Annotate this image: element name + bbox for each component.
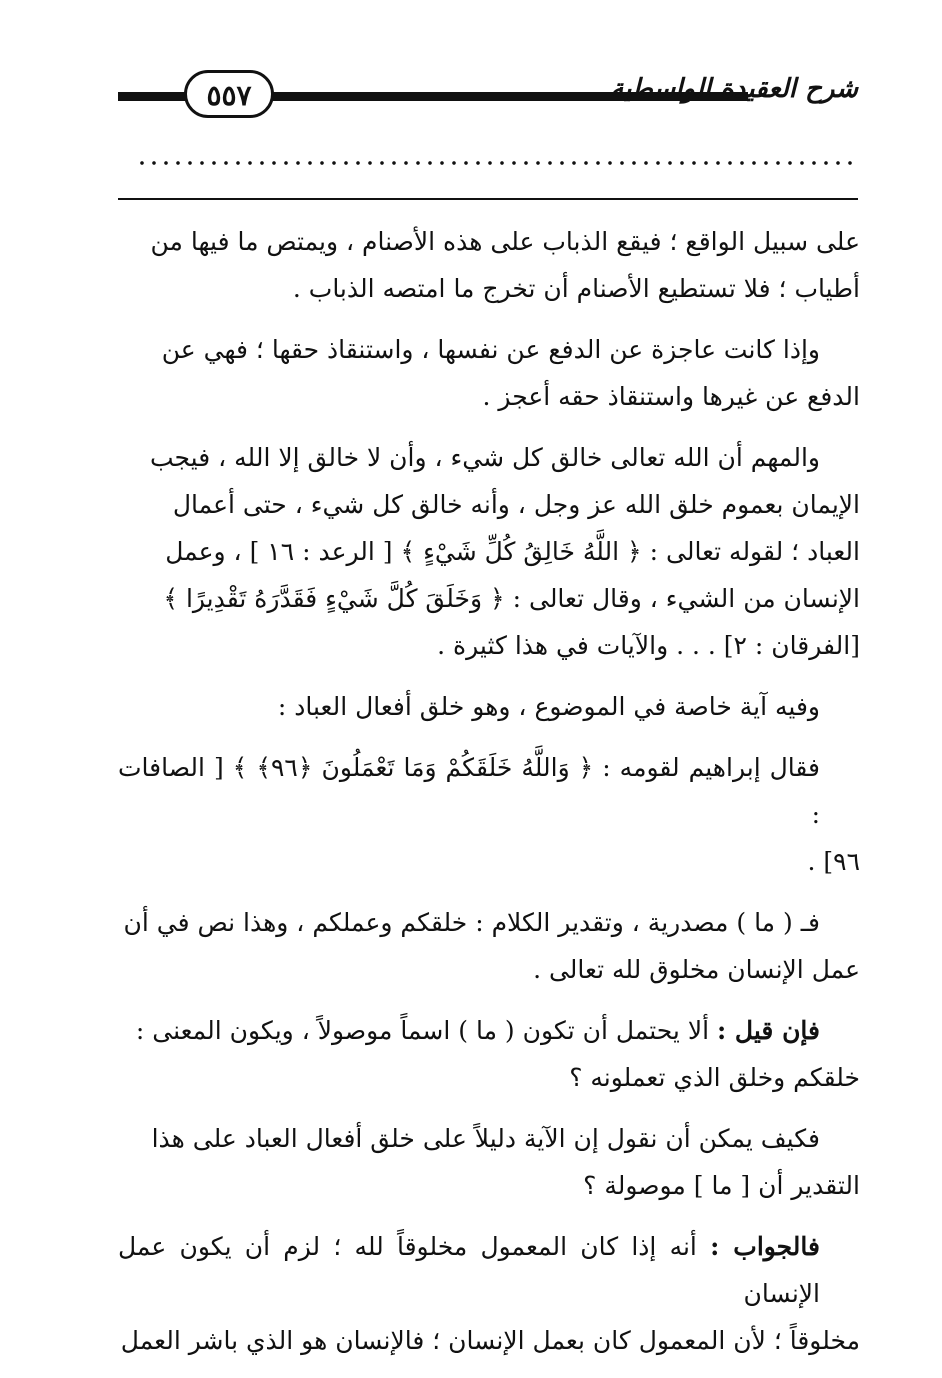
bold-lead: فالجواب : [710,1232,820,1261]
text-line: وإذا كانت عاجزة عن الدفع عن نفسها ، واستنقاذ حقها ؛ فهي عن [161,335,820,364]
paragraph [118,744,860,885]
paragraph [118,683,860,730]
page-header [118,66,858,126]
text-line: [الفرقان : ٢] . . . والآيات في هذا كثيرة . [437,631,860,660]
text-line: فـ ( ما ) مصدرية ، وتقدير الكلام : خلقكم وعملكم ، وهذا نص في أن [123,908,820,937]
text-line: الإنسان من الشيء ، وقال تعالى : ﴿ وَخَلَقَ كُلَّ شَيْءٍ فَقَدَّرَهُ تَقْدِيرًا ﴾ [163,584,860,613]
text-line: خلقكم وخلق الذي تعملونه ؟ [569,1063,860,1092]
header-rule-left [118,92,188,101]
text-line: أطياب ؛ فلا تستطيع الأصنام أن تخرج ما امتصه الذباب . [292,274,860,303]
text-line: ٩٦] . [807,847,860,876]
text-line: فقال إبراهيم لقومه : ﴿ وَاللَّهُ خَلَقَكُمْ وَمَا تَعْمَلُونَ ﴿٩٦﴾ ﴾ [ الصافات : [118,753,820,829]
text-line: مخلوقاً ؛ لأن المعمول كان بعمل الإنسان ؛ فالإنسان هو الذي باشر العمل [120,1326,860,1355]
text-line: على سبيل الواقع ؛ فيقع الذباب على هذه الأصنام ، ويمتص ما فيها من [150,227,860,256]
paragraph [118,899,860,993]
line-rest: أنه إذا كان المعمول مخلوقاً لله ؛ لزم أن يكون عمل الإنسان [118,1232,820,1308]
line-rest: ألا يحتمل أن تكون ( ما ) اسماً موصولاً ، ويكون المعنى : [135,1016,717,1045]
text-line: الدفع عن غيرها واستنقاذ حقه أعجز . [482,382,860,411]
page-number: ٥٥٧ [184,70,274,118]
paragraph [118,1007,860,1101]
bold-lead: فإن قيل : [717,1016,820,1045]
text-line [118,1223,860,1317]
paragraph [118,326,860,420]
running-title: شرح العقيدة الواسطية [610,74,858,104]
paragraph [118,218,860,312]
text-line: وفيه آية خاصة في الموضوع ، وهو خلق أفعال العباد : [277,692,820,721]
paragraph [118,1223,860,1364]
text-line [118,1007,860,1054]
text-line: العباد ؛ لقوله تعالى : ﴿ اللَّهُ خَالِقُ كُلِّ شَيْءٍ ﴾ [ الرعد : ١٦ ] ، وعمل [165,537,860,566]
header-divider [118,198,858,200]
text-line: عمل الإنسان مخلوق لله تعالى . [533,955,860,984]
dotted-divider [136,160,854,166]
body-text [118,218,860,1378]
paragraph [118,1115,860,1209]
text-line: فكيف يمكن أن نقول إن الآية دليلاً على خلق أفعال العباد على هذا [151,1124,820,1153]
text-line: التقدير أن [ ما ] موصولة ؟ [583,1171,860,1200]
text-line: الإيمان بعموم خلق الله عز وجل ، وأنه خالق كل شيء ، حتى أعمال [172,490,860,519]
paragraph [118,434,860,669]
text-line: والمهم أن الله تعالى خالق كل شيء ، وأن لا خالق إلا الله ، فيجب [150,443,820,472]
